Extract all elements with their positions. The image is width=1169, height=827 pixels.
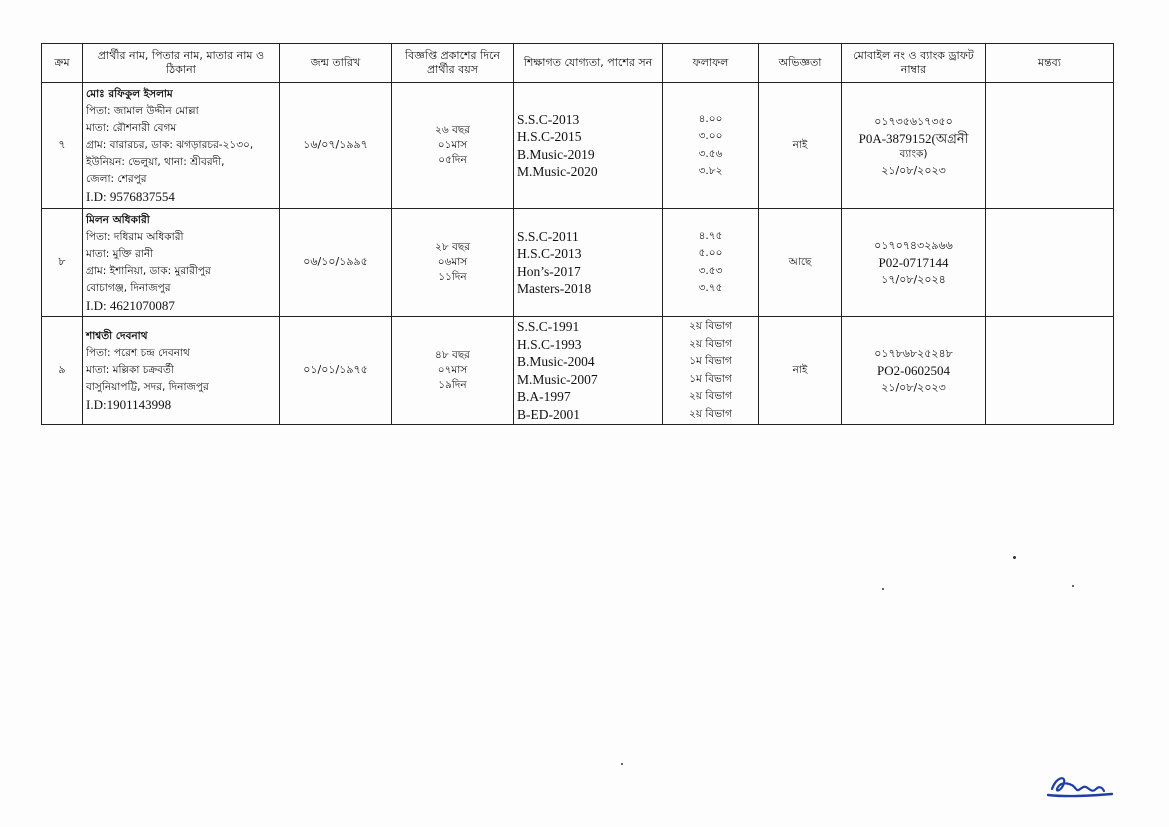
national-id: I.D: 9576837554 (86, 189, 175, 204)
header-experience: অভিজ্ঞতা (759, 44, 842, 83)
serial-cell: ৮ (42, 209, 83, 317)
mobile-number: ০১৭৩৫৬১৭৩৫০ (874, 114, 953, 128)
age-years: ৪৮ বছর (435, 349, 470, 361)
candidate-table (41, 43, 1114, 425)
result-item: ১ম বিভাগ (689, 355, 732, 367)
father-name: পিতা: পরেশ চন্দ্র দেবনাথ (86, 347, 190, 359)
table-row (42, 317, 1114, 425)
qualification-item: B-ED-2001 (517, 406, 580, 422)
scan-speck (882, 588, 884, 590)
age-cell (392, 83, 514, 209)
table-header-row (42, 44, 1114, 83)
result-item: ২য় বিভাগ (689, 320, 732, 332)
serial-cell: ৭ (42, 83, 83, 209)
bank-draft-bank: ব্যাংক) (899, 147, 928, 160)
header-remarks: মন্তব্য (986, 44, 1114, 83)
bank-draft-number: PO2-0602504 (877, 363, 950, 378)
serial-cell: ৯ (42, 317, 83, 425)
experience-cell: নাই (759, 317, 842, 425)
scan-speck (1013, 556, 1016, 559)
age-months: ০৭মাস (437, 364, 468, 376)
address-line: গ্রাম: ইশানিয়া, ডাক: মুরারীপুর (86, 264, 211, 277)
result-item: ৩.৮২ (698, 165, 723, 177)
candidate-name: মোঃ রফিকুল ইসলাম (86, 88, 173, 100)
candidate-name: মিলন অধিকারী (86, 213, 150, 226)
result-item: ১ম বিভাগ (689, 372, 732, 385)
qualification-item: Masters-2018 (517, 281, 592, 296)
result-item: ৩.৫৩ (698, 264, 723, 277)
mobile-number: ০১৭৮৬৮২৫২৪৮ (874, 347, 953, 360)
header-age: বিজ্ঞপ্তি প্রকাশের দিনে প্রার্থীর বয়স (392, 44, 514, 83)
table-row (42, 209, 1114, 317)
mobile-draft-cell (842, 317, 986, 425)
qualification-item: B.A-1997 (517, 389, 571, 404)
qualification-cell (514, 317, 663, 425)
result-item: ৩.৭৫ (698, 282, 723, 294)
remarks-cell (986, 83, 1114, 209)
result-item: ৪.৭৫ (698, 229, 723, 242)
remarks-cell (986, 317, 1114, 425)
age-years: ২৮ বছর (435, 241, 470, 253)
national-id: I.D:1901143998 (86, 397, 172, 412)
father-name: পিতা: জামাল উদ্দীন মোল্লা (86, 105, 199, 117)
result-item: ৪.০০ (698, 112, 723, 125)
address-line: গ্রাম: বারারচর, ডাক: ঝগড়ারচর-২১৩০, (86, 139, 254, 151)
qualification-item: H.S.C-2015 (517, 129, 582, 144)
result-item: ৫.০০ (698, 247, 723, 259)
signature-icon (1046, 771, 1116, 803)
qualification-item: S.S.C-2011 (517, 228, 579, 244)
result-item: ২য় বিভাগ (689, 407, 732, 420)
result-cell (663, 317, 759, 425)
address-line: ইউনিয়ন: ভেলুয়া, থানা: শ্রীবরদী, (86, 156, 225, 168)
mobile-draft-cell (842, 209, 986, 317)
header-mobile-draft: মোবাইল নং ও ব্যাংক ড্রাফট নাম্বার (842, 44, 986, 83)
address-line: বোচাগঞ্জ, দিনাজপুর (86, 281, 171, 294)
mother-name: মাতা: রৌশনারী বেগম (86, 122, 177, 134)
header-qualification: শিক্ষাগত যোগ্যতা, পাশের সন (514, 44, 663, 83)
result-cell (663, 209, 759, 317)
age-years: ২৬ বছর (435, 124, 470, 136)
table-row (42, 83, 1114, 209)
mobile-number: ০১৭০৭৪৩২৯৬৬ (874, 239, 953, 252)
result-item: ২য় বিভাগ (689, 390, 732, 402)
header-name-address: প্রার্থীর নাম, পিতার নাম, মাতার নাম ও ঠিকানা (83, 44, 280, 83)
experience-cell: নাই (759, 83, 842, 209)
age-days: ১১দিন (438, 271, 467, 283)
qualification-cell (514, 209, 663, 317)
qualification-item: B.Music-2019 (517, 146, 595, 162)
dob-cell: ১৬/০৭/১৯৯৭ (280, 83, 392, 209)
qualification-item: M.Music-2020 (517, 164, 598, 179)
age-days: ১৯দিন (438, 379, 467, 391)
bank-draft-date: ২১/০৮/২০২৩ (881, 163, 946, 177)
bank-draft-date: ১৭/০৮/২০২৪ (881, 273, 946, 286)
qualification-item: S.S.C-2013 (517, 111, 580, 127)
mother-name: মাতা: মল্লিকা চক্রবর্তী (86, 364, 174, 376)
bank-draft-date: ২১/০৮/২০২৩ (881, 381, 946, 394)
qualification-item: Hon’s-2017 (517, 263, 581, 279)
candidate-name: শাশ্বতী দেবনাথ (86, 330, 148, 342)
experience-cell: আছে (759, 209, 842, 317)
age-months: ০৬মাস (437, 256, 468, 268)
mobile-draft-cell (842, 83, 986, 209)
scan-speck (621, 763, 623, 765)
dob-cell: ০১/০১/১৯৭৫ (280, 317, 392, 425)
candidate-info-cell (83, 209, 280, 317)
national-id: I.D: 4621070087 (86, 297, 175, 313)
address-line: জেলা: শেরপুর (86, 173, 147, 185)
bank-draft-number: P0A-3879152(অগ্রনী (858, 130, 969, 146)
result-item: ৩.৫৬ (698, 147, 723, 160)
qualification-item: S.S.C-1991 (517, 319, 580, 334)
age-cell (392, 209, 514, 317)
qualification-cell (514, 83, 663, 209)
age-cell (392, 317, 514, 425)
age-months: ০১মাস (437, 139, 468, 151)
qualification-item: H.S.C-2013 (517, 246, 582, 261)
header-serial: ক্রম (42, 44, 83, 83)
result-item: ৩.০০ (698, 130, 723, 142)
result-item: ২য় বিভাগ (689, 337, 732, 350)
header-result: ফলাফল (663, 44, 759, 83)
dob-cell: ০৬/১০/১৯৯৫ (280, 209, 392, 317)
bank-draft-number: P02-0717144 (878, 255, 949, 270)
candidate-info-cell (83, 83, 280, 209)
qualification-item: H.S.C-1993 (517, 336, 582, 352)
result-cell (663, 83, 759, 209)
address-line: বাসুনিয়াপট্টি, সদর, দিনাজপুর (86, 381, 209, 393)
qualification-item: B.Music-2004 (517, 354, 595, 369)
age-days: ০৫দিন (438, 154, 467, 166)
father-name: পিতা: দধিরাম অধিকারী (86, 230, 184, 243)
candidate-info-cell (83, 317, 280, 425)
scan-speck (1072, 585, 1074, 587)
remarks-cell (986, 209, 1114, 317)
qualification-item: M.Music-2007 (517, 371, 598, 387)
mother-name: মাতা: মুক্তি রানী (86, 247, 154, 260)
header-dob: জন্ম তারিখ (280, 44, 392, 83)
